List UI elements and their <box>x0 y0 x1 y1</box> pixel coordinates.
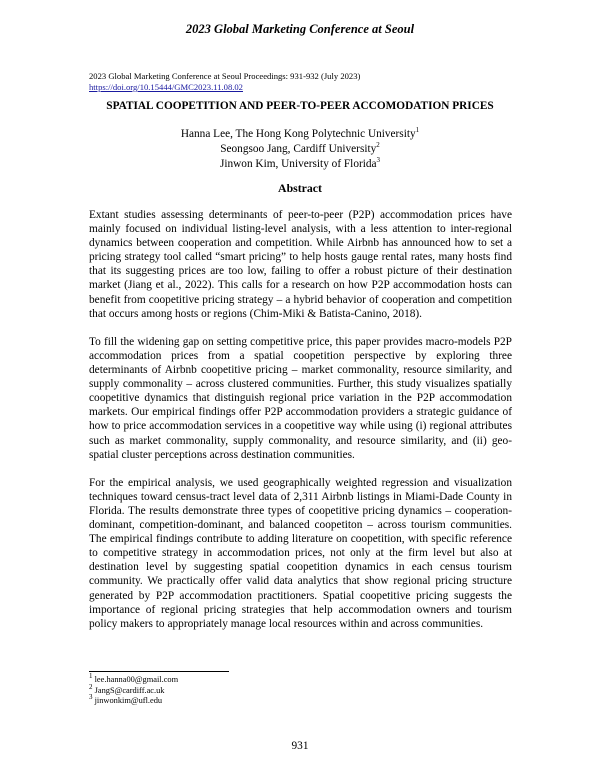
author-line: Hanna Lee, The Hong Kong Polytechnic University$^1$ <box>180 126 420 140</box>
abstract-body <box>89 208 512 645</box>
footnote: $^2$ JangS@cardiff.ac.uk <box>89 682 165 695</box>
footnotes <box>89 672 179 707</box>
abstract-paragraph: Extant studies assessing determinants of peer-to-peer (P2P) accommodation prices have mainly focused on individual listing-level analysis, with a less attention to inter-regional dynamics between cooperation and competition. While Airbnb has announced how to set a pricing strategy tool called “smart pricing” to help hosts gauge rental rates, many hosts find that its suggesting prices are too low, failing to offer a robust picture of their destination market (Jiang et al., 2022). This calls for a research on how P2P accommodation hosts can benefit from coopetitive pricing strategy – a hybrid behavior of cooperation and competition that occurs among hosts or regions (Chim-Miki & Batista-Canino, 2018). <box>89 209 512 320</box>
abstract-paragraph: For the empirical analysis, we used geographically weighted regression and visualization techniques toward census-tract level data of 2,311 Airbnb listings in Miami-Dade County in Florida. The results demonstrate three types of coopetitive pricing dynamics – cooperation-dominant, competition-dominant, and balanced coopetiton – across tourism communities. The empirical findings contribute to adding literature on coopetition, with specific reference to competitive strategy in accommodation prices, not only at the firm level but also at destination level by suggesting spatial coopetition dynamics in each census tourism community. We practically offer valid data analytics that show regional pricing structure generated by P2P accommodation practitioners. Spatial coopetitive pricing suggests the importance of regional pricing strategies that help accommodation owners and tourism policy makers to appropriately manage local resources within and across communities. <box>89 476 512 630</box>
footnote: $^1$ lee.hanna00@gmail.com <box>89 672 179 684</box>
footnote-divider <box>89 671 229 672</box>
running-header: 2023 Global Marketing Conference at Seoul <box>185 22 415 36</box>
proceedings-citation: 2023 Global Marketing Conference at Seoul Proceedings: 931-932 (July 2023) <box>89 71 361 81</box>
abstract-heading: Abstract <box>278 181 322 195</box>
author-line: Jinwon Kim, University of Florida$^3$ <box>219 156 381 170</box>
author-list <box>0 127 600 172</box>
paper-title: SPATIAL COOPETITION AND PEER-TO-PEER ACCOMODATION PRICES <box>106 100 494 112</box>
author-line: Seongsoo Jang, Cardiff University$^2$ <box>220 141 380 155</box>
abstract-paragraph: To fill the widening gap on setting competitive price, this paper provides macro-models P2P accommodation prices from a spatial coopetition perspective by exploring three determinants of Airbnb coopetitive pricing – market commonality, resource similarity, and supply commonality – across clustered communities. Further, this study visualizes spatially coopetitive dynamics that distinguish regional price variation in the P2P accommodation markets. Our empirical findings offer P2P accommodation providers a strategic guidance of how to price accommodation services in a coopetitive way while using (i) regional attributes such as market commonality, supply commonality, and resource similarity, and (ii) geo-spatial cluster perceptions across destination communities. <box>89 335 512 461</box>
footnote: $^3$ jinwonkim@ufl.edu <box>89 693 163 705</box>
page-number: 931 <box>291 740 309 752</box>
doi-link[interactable]: https://doi.org/10.15444/GMC2023.11.08.02 <box>89 82 243 92</box>
proceedings-info <box>89 71 360 93</box>
